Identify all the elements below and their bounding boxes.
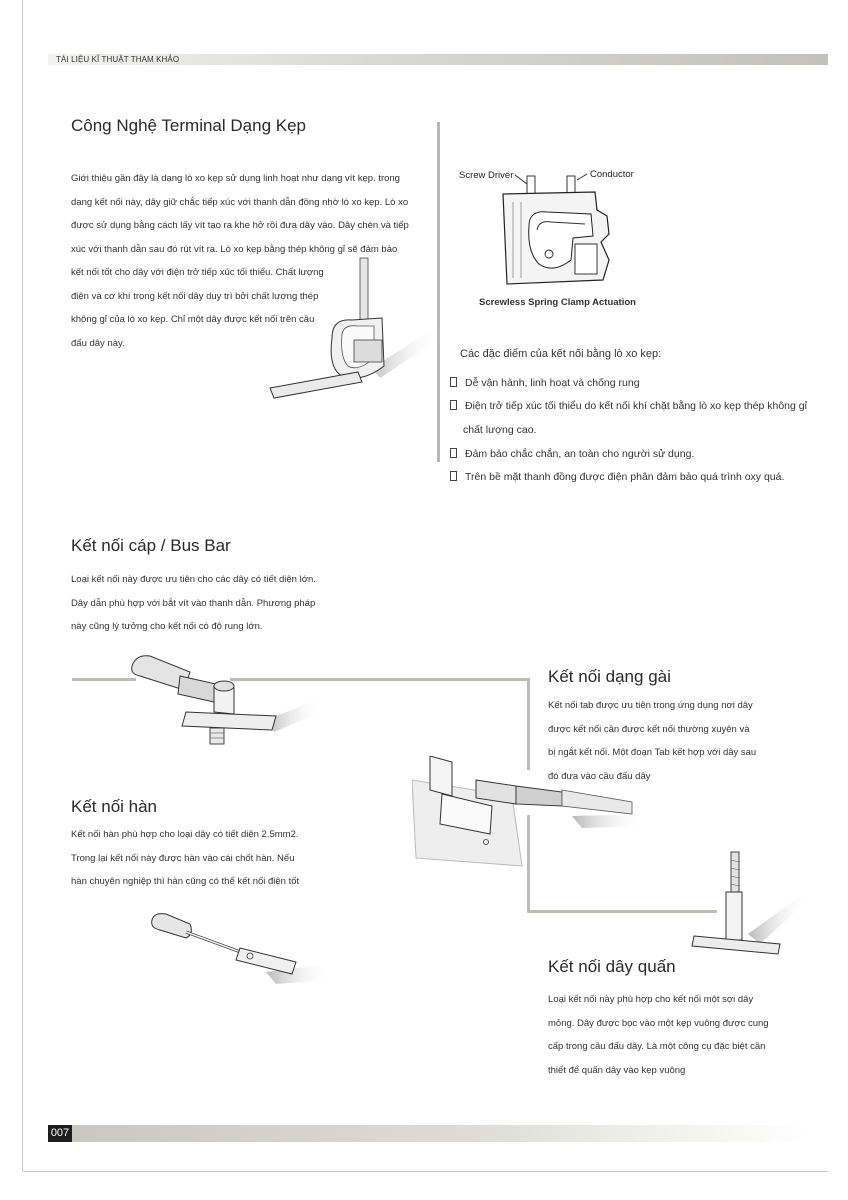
section-title-bus-bar: Kết nối cáp / Bus Bar [71, 536, 231, 555]
footer-bar [48, 1125, 808, 1142]
bullet-box-icon [450, 400, 457, 410]
features-title: Các đặc điểm của kết nối bằng lò xo kẹp: [460, 348, 662, 360]
label-screw-driver: Screw Driver [459, 170, 514, 181]
text-line: đấu dây này. [71, 337, 125, 349]
text-line: không gỉ của lò xo kẹp. Chỉ một dây được kết nối trên cầu [71, 314, 315, 325]
feature-text: Dễ vận hành, linh hoạt và chống rung [465, 377, 640, 389]
feature-text: Trên bề mặt thanh đồng được điện phân đảm bảo quá trình oxy quá. [465, 471, 785, 483]
wire-wrap-paragraph [548, 988, 769, 1082]
text-line: bị ngắt kết nối. Một đoạn Tab kết hợp với dây sau [548, 747, 757, 758]
feature-item [450, 466, 784, 490]
tab-connector-illustration [412, 756, 644, 868]
feature-text: Điện trở tiếp xúc tối thiểu do kết nối khí chặt bằng lò xo kẹp thép không gỉ [465, 400, 807, 412]
wire-wrap-illustration [688, 848, 820, 960]
bus-bar-paragraph [71, 568, 316, 639]
text-line: Loại kết nối này được ưu tiên cho các dây có tiết diện lớn. [71, 574, 316, 585]
text-line: được sử dụng bằng cách lấy vít tạo ra khe hở rồi đưa dây vào. Dây chèn và tiếp [71, 220, 409, 231]
text-line: Trong lại kết nối này được hàn vào cái chốt hàn. Nếu [71, 852, 295, 864]
section-title-wire-wrap: Kết nối dây quấn [548, 957, 676, 976]
label-conductor: Conductor [590, 169, 634, 180]
text-line: dạng kết nối này, dây giữ chắc tiếp xúc với thanh dẫn đồng nhờ lò xo kẹp. Lò xo [71, 196, 409, 208]
section-title-solder: Kết nối hàn [71, 797, 158, 816]
text-line: Dây dẫn phù hợp với bắt vít vào thanh dẫn. Phương pháp [71, 597, 316, 609]
page-frame-bottom [22, 1171, 828, 1172]
page-frame-left [22, 0, 23, 1172]
text-line: được kết nối cần được kết nối thường xuyên và [548, 723, 750, 735]
feature-item [450, 443, 694, 467]
section-title-spring-clamp: Công Nghệ Terminal Dạng Kẹp [71, 116, 306, 135]
text-line: cấp trong cầu đấu dây. Là một công cụ đặc biệt cần [548, 1041, 766, 1052]
header-title: TÀI LIỆU KĨ THUẬT THAM KHẢO [56, 55, 180, 64]
page-number: 007 [48, 1125, 72, 1142]
feature-item [450, 395, 807, 419]
text-line: này cũng lý tưởng cho kết nối có độ rung lớn. [71, 621, 263, 632]
feature-item-continuation [463, 419, 536, 443]
bus-bar-illustration [126, 640, 322, 760]
text-line: đó đưa vào cầu đấu dây [548, 770, 651, 782]
feature-text: chất lượng cao. [463, 424, 537, 436]
solder-paragraph [71, 823, 299, 894]
text-line: điện và cơ khí trong kết nối dây duy trì bởi chất lượng thép [71, 290, 319, 302]
text-line: thiết để quấn dây vào kẹp vuông [548, 1064, 686, 1076]
bullet-box-icon [450, 471, 457, 481]
text-line: xúc với thanh dẫn sau đó rút vít ra. Lò xo kẹp bằng thép không gỉ sẽ đảm bảo [71, 243, 398, 255]
bullet-box-icon [450, 377, 457, 387]
text-line: kết nối tốt cho dây với điện trở tiếp xúc tối thiểu. Chất lượng [71, 267, 324, 278]
spring-clamp-illustration [262, 248, 438, 408]
solder-connector-illustration [146, 908, 330, 994]
text-line: mỏng. Dây được bọc vào một kẹp vuông được cung [548, 1017, 769, 1029]
feature-text: Đảm bảo chắc chắn, an toàn cho người sử dụng. [465, 448, 695, 460]
text-line: Kết nối hàn phù hợp cho loại dây có tiết diện 2.5mm2. [71, 829, 299, 840]
text-line: Kết nối tab được ưu tiên trong ứng dụng nơi dây [548, 700, 753, 711]
text-line: Loại kết nối này phù hợp cho kết nối một sợi dây [548, 994, 754, 1005]
diagram-caption: Screwless Spring Clamp Actuation [479, 297, 636, 308]
section-title-tab: Kết nối dạng gài [548, 667, 671, 686]
bullet-box-icon [450, 448, 457, 458]
feature-item [450, 372, 640, 396]
text-line: Giới thiệu gần đây là dạng lò xo kẹp sử dụng linh hoạt như dạng vít kẹp. trong [71, 173, 400, 184]
text-line: hàn chuyên nghiệp thì hàn cũng có thể kết nối điện tốt [71, 876, 300, 887]
spring-clamp-diagram [455, 162, 655, 312]
